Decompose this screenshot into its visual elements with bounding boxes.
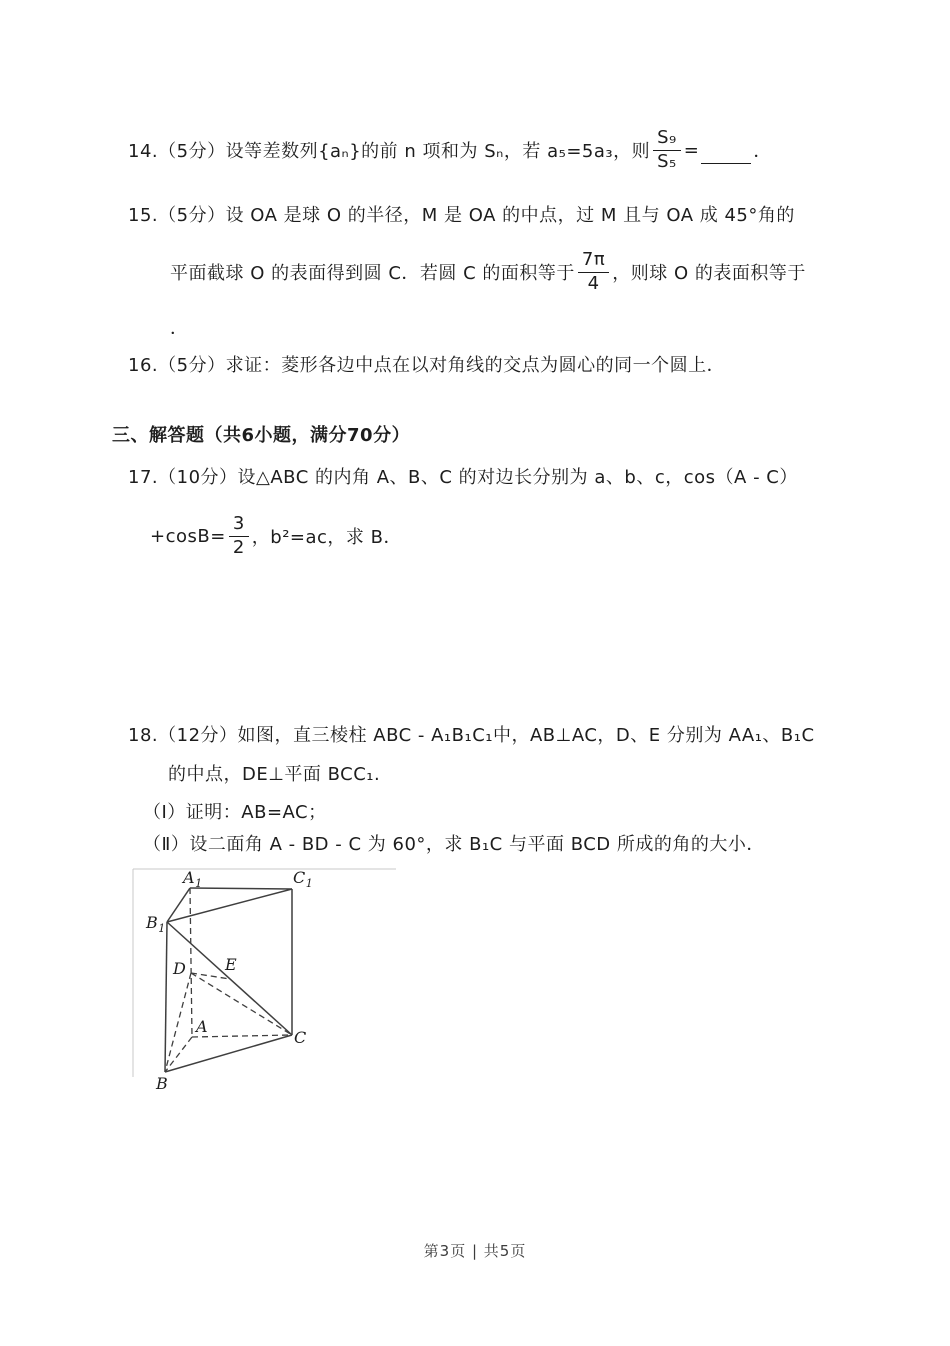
q17-line2-prefix: +cosB= — [150, 525, 226, 547]
question-14 — [128, 116, 772, 184]
question-18-line2: 的中点，DE⊥平面 BCC₁. — [168, 764, 381, 785]
question-16: 16.（5分）求证：菱形各边中点在以对角线的交点为圆心的同一个圆上． — [128, 355, 726, 376]
q17-line2-suffix: ，b²=ac，求 B． — [251, 527, 402, 548]
question-15-line2 — [170, 243, 806, 301]
section-3-heading: 三、解答题（共6小题，满分70分） — [112, 425, 411, 446]
question-18-part2: （Ⅱ）设二面角 A - BD - C 为 60°，求 B₁C 与平面 BCD 所成的角的大小． — [143, 834, 765, 855]
vertex-label-c: C — [294, 1028, 307, 1047]
prism-figure — [130, 862, 402, 1110]
edge-a1c1 — [190, 888, 292, 889]
q15-fraction-numerator: 7π — [578, 250, 609, 273]
question-15-line3: ． — [170, 318, 189, 339]
edge-db-dashed — [165, 973, 191, 1072]
vertex-label-d: D — [173, 959, 187, 978]
q14-fraction-numerator: S₉ — [653, 128, 681, 151]
q17-fraction-numerator: 3 — [229, 514, 249, 537]
vertex-label-b: B — [156, 1074, 169, 1093]
vertex-label-a: A — [196, 1017, 209, 1036]
q15-fraction — [578, 250, 609, 294]
question-17-line1: 17.（10分）设△ABC 的内角 A、B、C 的对边长分别为 a、b、c，cos（A - C） — [128, 467, 798, 488]
q14-equals: = — [683, 139, 700, 161]
edge-b1b — [165, 922, 167, 1072]
vertex-label-c1: $C_1$ — [293, 868, 314, 890]
answer-blank — [701, 145, 751, 164]
q17-fraction-denominator: 2 — [232, 537, 245, 558]
q14-period: ． — [753, 141, 772, 162]
question-17-line2 — [150, 507, 402, 565]
question-18-part1: （Ⅰ）证明：AB=AC； — [143, 802, 327, 823]
q14-fraction — [653, 128, 681, 172]
page-number: 第3页 | 共5页 — [423, 1242, 527, 1260]
q15-line2-suffix: ，则球 O 的表面积等于 — [612, 263, 806, 284]
q15-fraction-denominator: 4 — [587, 273, 600, 294]
vertex-label-a1: $A_1$ — [183, 868, 203, 890]
vertex-label-e: E — [225, 955, 238, 974]
edge-b1c-diagonal — [167, 922, 292, 1035]
edge-a1a-dashed — [190, 888, 192, 1037]
vertex-label-b1: $B_1$ — [146, 913, 166, 935]
q15-line2-prefix: 平面截球 O 的表面得到圆 C．若圆 C 的面积等于 — [170, 263, 575, 284]
q17-fraction — [229, 514, 249, 558]
edge-bc — [165, 1035, 292, 1072]
question-15-line1: 15.（5分）设 OA 是球 O 的半径，M 是 OA 的中点，过 M 且与 OA 成 45°角的 — [128, 205, 795, 226]
q14-text: 14.（5分）设等差数列{aₙ}的前 n 项和为 Sₙ，若 a₅=5a₃，则 — [128, 141, 651, 162]
question-18-line1: 18.（12分）如图，直三棱柱 ABC - A₁B₁C₁中，AB⊥AC，D、E 分别为 AA₁、B₁C — [128, 725, 815, 746]
q14-fraction-denominator: S₅ — [657, 151, 677, 172]
